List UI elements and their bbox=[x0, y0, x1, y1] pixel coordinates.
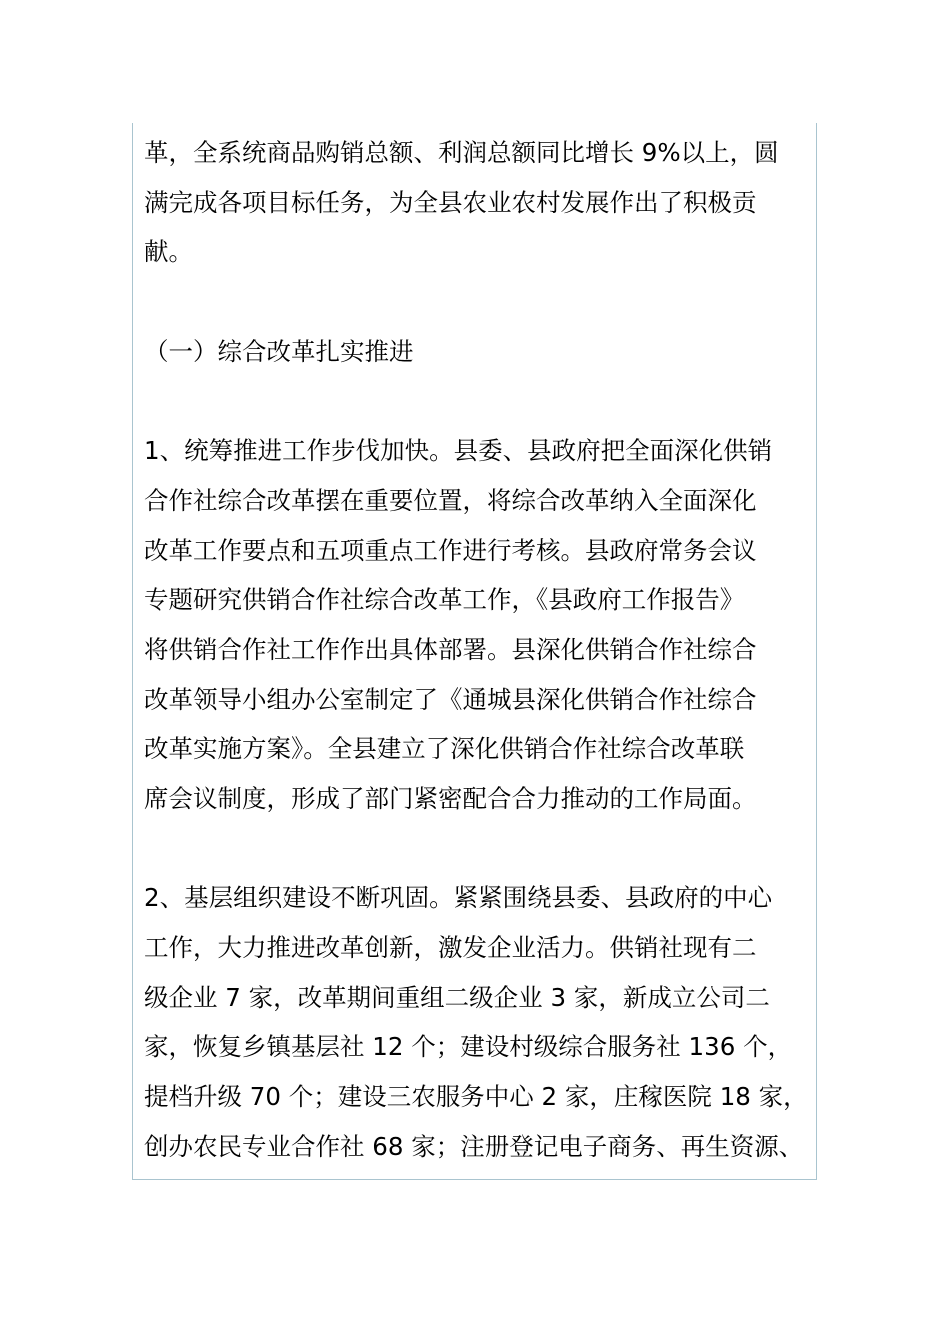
text-line: 家，恢复乡镇基层社 12 个；建设村级综合服务社 136 个， bbox=[144, 1032, 793, 1062]
text-line: 满完成各项目标任务，为全县农业农村发展作出了积极贡 bbox=[144, 187, 757, 217]
text-line: 革，全系统商品购销总额、利润总额同比增长 9%以上，圆 bbox=[144, 138, 779, 167]
paragraph-gap bbox=[144, 824, 804, 874]
text-line: 专题研究供销合作社综合改革工作，《县政府工作报告》 bbox=[144, 585, 745, 615]
intro-paragraph bbox=[144, 128, 804, 277]
paragraph-1 bbox=[144, 426, 804, 824]
paragraph-2 bbox=[144, 873, 808, 1171]
text-line: 改革领导小组办公室制定了《通城县深化供销合作社综合 bbox=[144, 684, 757, 714]
text-line: 工作，大力推进改革创新，激发企业活力。供销社现有二 bbox=[144, 933, 757, 962]
text-line: 改革实施方案》。全县建立了深化供销合作社综合改革联 bbox=[144, 734, 745, 764]
paragraph-gap bbox=[144, 277, 804, 327]
paragraph-gap bbox=[144, 376, 804, 426]
text-line: 将供销合作社工作作出具体部署。县深化供销合作社综合 bbox=[144, 634, 757, 664]
text-line: 献。 bbox=[144, 237, 193, 267]
text-line: 1、统筹推进工作步伐加快。县委、县政府把全面深化供销 bbox=[144, 436, 773, 466]
text-line: 提档升级 70 个；建设三农服务中心 2 家，庄稼医院 18 家， bbox=[144, 1082, 808, 1112]
document-body bbox=[144, 128, 808, 1171]
text-line: 改革工作要点和五项重点工作进行考核。县政府常务会议 bbox=[144, 535, 757, 565]
text-line: 级企业 7 家，改革期间重组二级企业 3 家，新成立公司二 bbox=[144, 982, 770, 1012]
section-heading: （一）综合改革扎实推进 bbox=[144, 336, 414, 366]
text-line: 创办农民专业合作社 68 家；注册登记电子商务、再生资源、 bbox=[144, 1131, 804, 1161]
text-line: 席会议制度，形成了部门紧密配合合力推动的工作局面。 bbox=[144, 783, 757, 813]
text-line: 2、基层组织建设不断巩固。紧紧围绕县委、县政府的中心 bbox=[144, 883, 773, 913]
text-line: 合作社综合改革摆在重要位置，将综合改革纳入全面深化 bbox=[144, 485, 757, 515]
